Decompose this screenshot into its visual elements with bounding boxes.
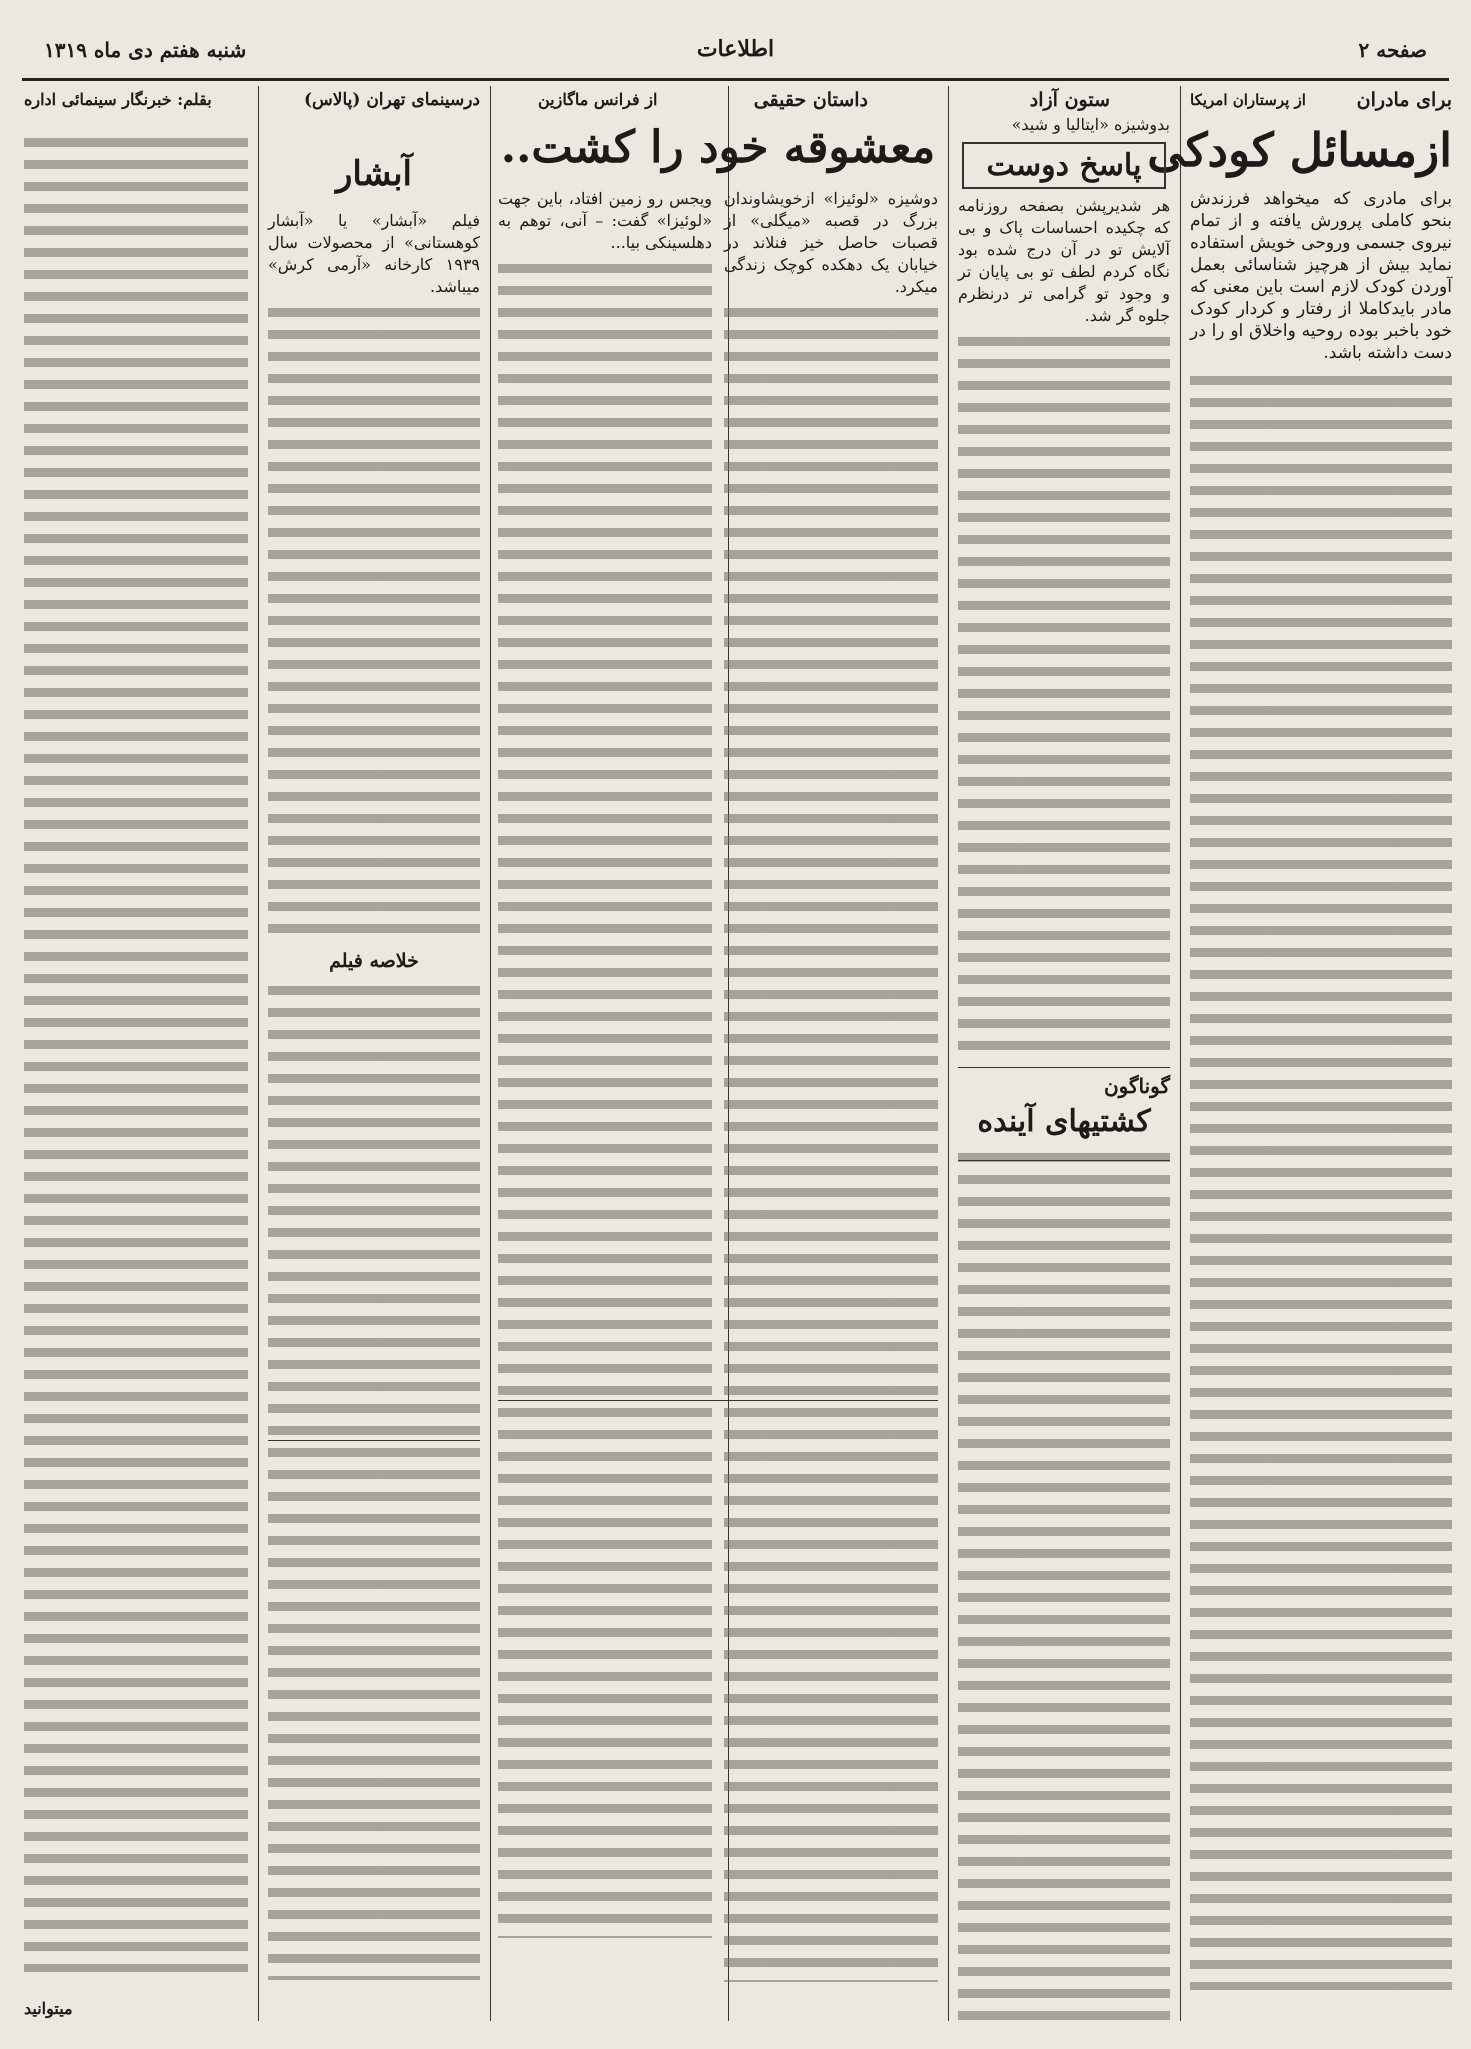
kicker-cinema-reporter: بقلم: خبرنگار سینمائی اداره [24, 90, 212, 109]
story-murder [498, 86, 938, 2026]
story-lead-right: دوشیزه «لوئیزا» ازخویشاوندان بزرگ در قصبه «میگلی» از قصبات حاصل خیز فنلاند در خیابان یک دهکده کوچک زندگی میکرد. [724, 189, 938, 296]
headline-waterfall: آبشار [335, 154, 413, 194]
article-lead: هر شدیرپشن بصفحه روزنامه که چکیده احساسات پاک و بی آلایش تو در آن درج شده بود نگاه کردم لطف تو بی پایان تر و وجود تو گرامی تر درنظرم جلوه گر شد. [958, 196, 1170, 325]
article-lead: برای مادری که میخواهد فرزندش بنحو کاملی پرورش یافته و از تمام نیروی جسمی وروحی خویش استفاده نماید بیش از هرچیز شناسائی بعمل آوردن کودک لازم است باین معنی که مادر بایدکاملا از رفتار و کردار کودک خود باخبر بوده روحیه واخلاق او را در دست داشته باشد. [1190, 189, 1452, 363]
column-divider [258, 86, 259, 2021]
article-body-text [958, 331, 1170, 1061]
byline: بدوشیزه «ایتالیا و شید» [1011, 115, 1170, 134]
headline-child-issues: ازمسائل کودکی [1147, 123, 1452, 177]
masthead: اطلاعات [696, 36, 775, 62]
kicker-source: از فرانس ماگازین [538, 90, 658, 109]
column-divider [948, 86, 949, 2021]
page-number: صفحه ۲ [1358, 38, 1427, 62]
title-box [962, 142, 1166, 189]
article-body-text [498, 258, 712, 1938]
film-summary-title: خلاصه فیلم [329, 950, 419, 972]
article-body-text [24, 132, 248, 1972]
article-body-text [1190, 370, 1452, 1990]
story-lead-left: ویجس رو زمین افتاد، باین جهت «لوئیزا» گفت: – آنی، توهم به دهلسینکی بیا... [498, 189, 712, 252]
headline-future-ships: کشتیهای آینده [977, 1104, 1151, 1139]
column-divider [1180, 86, 1181, 2021]
film-lead: فیلم «آبشار» یا «آبشار کوهستانی» از محصولات سال ۱۹۳۹ کارخانه «آرمی کرش» میباشد. [268, 211, 480, 296]
kicker-tehran-cinema: درسینمای تهران (پالاس) [303, 90, 480, 110]
header-rule [22, 78, 1449, 81]
continuation-note: میتوانید [24, 1999, 73, 2018]
column-film-continued [24, 86, 248, 2026]
kicker-true-story: داستان حقیقی [753, 89, 868, 111]
section-rule [958, 1067, 1170, 1068]
column-free-column [958, 86, 1170, 2026]
kicker-free-column: ستون آزاد [1029, 89, 1110, 111]
story-divider [498, 1400, 938, 1401]
section-miscellaneous: گوناگون [1103, 1074, 1170, 1098]
headline-killed-lover: معشوقه خود را کشت.. [500, 122, 936, 173]
article-body-text [724, 302, 938, 1982]
story-divider [268, 1440, 480, 1441]
column-children-issues [1147, 86, 1452, 2026]
headline-friend-reply: پاسخ دوست [986, 148, 1142, 183]
kicker-for-mothers: برای مادران [1356, 89, 1452, 111]
issue-date: شنبه هفتم دی ماه ۱۳۱۹ [44, 38, 247, 62]
article-body-text [268, 302, 480, 942]
column-film [268, 86, 480, 2026]
page-header [30, 32, 1441, 72]
kicker-american-nurses: از پرستاران امریکا [1190, 91, 1306, 109]
article-body-text [268, 980, 480, 1980]
column-divider [490, 86, 491, 2021]
story-divider [958, 1160, 1170, 1161]
article-body-text [958, 1147, 1170, 2027]
